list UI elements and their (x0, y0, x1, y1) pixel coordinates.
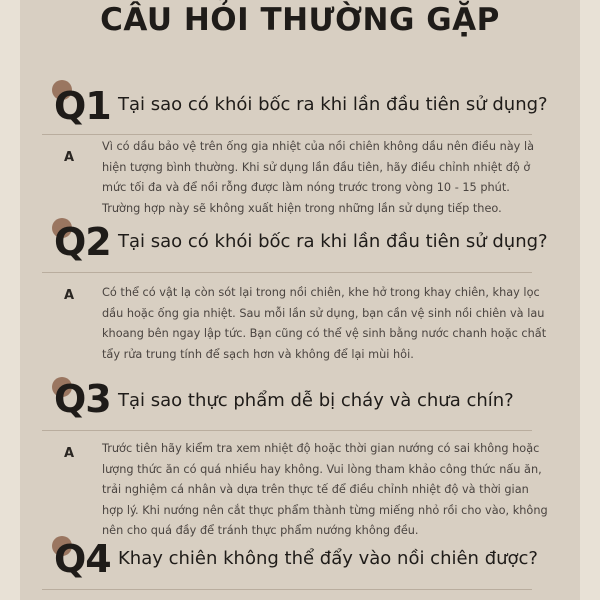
q3-answer: Trước tiên hãy kiểm tra xem nhiệt độ hoặc thời gian nướng có sai không hoặc lượng thức ăn có quá nhiều hay không. Vui lòng tham khảo công thức nấu ăn, trải nghiệm cá nhân và dựa trên thực tế để điều chỉnh nhiệt độ và thời gian hợp lý. Khi nướng nên cắt thực phẩm thành từng miếng nhỏ rồi cho vào, không nên cho quá đầy để tránh thực phẩm nướng không đều. (102, 442, 548, 537)
q2-answer-label: A (64, 288, 75, 303)
q1-answer: Vì có dầu bảo vệ trên ống gia nhiệt của nồi chiên không dầu nên điều này là hiện tượng bình thường. Khi sử dụng lần đầu tiên, hãy điều chỉnh nhiệt độ ở mức tối đa và để nồi rỗng được làm nóng trước trong vòng 10 - 15 phút. Trường hợp này sẽ không xuất hiện trong những lần sử dụng tiếp theo. (102, 140, 535, 215)
q1-number: Q1 (54, 84, 111, 128)
q2-answer: Có thể có vật lạ còn sót lại trong nồi chiên, khe hở trong khay chiên, khay lọc dầu hoặc ống gia nhiệt. Sau mỗi lần sử dụng, bạn cần vệ sinh nồi chiên và lau khoang bên ngay lập tức. Bạn cũng có thể vệ sinh bằng nước chanh hoặc chất tẩy rửa trung tính để sạch hơn và không để lại mùi hôi. (102, 286, 547, 361)
q2-number: Q2 (54, 220, 111, 264)
q1-divider (42, 134, 532, 135)
q4-divider (42, 589, 532, 590)
page-title: CÂU HỎI THƯỜNG GẶP (100, 2, 500, 38)
q3-number: Q3 (54, 377, 111, 421)
q4-number: Q4 (54, 537, 111, 581)
q4-question: Khay chiên không thể đẩy vào nồi chiên được? (118, 548, 538, 569)
q2-question: Tại sao có khói bốc ra khi lần đầu tiên sử dụng? (118, 231, 548, 252)
q3-question: Tại sao thực phẩm dễ bị cháy và chưa chín? (118, 390, 514, 411)
q3-divider (42, 430, 532, 431)
q1-answer-label: A (64, 150, 75, 165)
q1-question: Tại sao có khói bốc ra khi lần đầu tiên sử dụng? (118, 94, 548, 115)
q2-divider (42, 272, 532, 273)
q3-answer-label: A (64, 446, 75, 461)
